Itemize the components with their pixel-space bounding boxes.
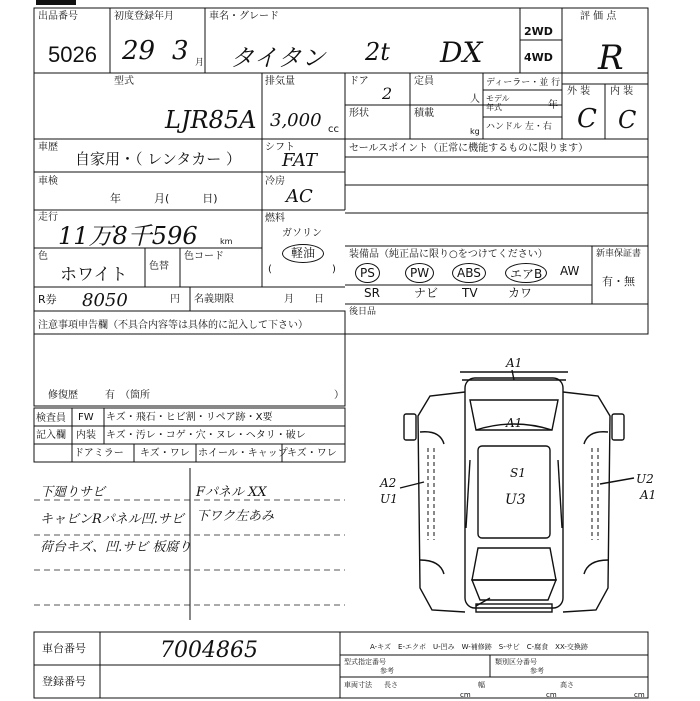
new-car-warranty-label: 新車保証書 xyxy=(596,249,642,259)
equip-airbag: エアB xyxy=(505,263,547,283)
inspector-mirror-label: ドアミラー xyxy=(74,448,124,459)
registration-month: 3 xyxy=(172,36,189,66)
equip-tv: TV xyxy=(462,286,478,300)
km-unit: km xyxy=(220,237,233,246)
inspector-mirror-options: キズ・ワレ xyxy=(140,448,190,459)
inspector-title-2: 記入欄 xyxy=(36,430,66,441)
model-label: 型式 xyxy=(114,76,134,87)
car-grade: DX xyxy=(440,36,483,69)
drive-4wd: 4WD xyxy=(524,51,553,64)
shaken-label: 車検 xyxy=(38,176,58,187)
interior-grade-label: 内 装 xyxy=(610,86,634,97)
shaken-value: 年 月( 日) xyxy=(110,192,218,205)
new-car-warranty: 有・無 xyxy=(602,275,635,288)
inspector-fw-options: キズ・飛石・ヒビ割・リペア跡・X要 xyxy=(106,412,273,423)
mileage: 11万8千596 xyxy=(58,222,198,250)
fuel-gasoline: ガソリン xyxy=(282,228,322,239)
model-year-label: モデル 年式 xyxy=(486,94,510,112)
drive-2wd: 2WD xyxy=(524,25,553,38)
score-value: R xyxy=(598,38,624,78)
model-code: LJR85A xyxy=(165,106,257,134)
repair-close: ） xyxy=(334,390,344,401)
repair-history: 有 （箇所 xyxy=(105,390,150,401)
yen-unit: 円 xyxy=(170,294,180,305)
fuel-paren-right: ) xyxy=(332,264,336,275)
inspector-interior-options: キズ・汚レ・コゲ・穴・ヌレ・ヘタリ・破レ xyxy=(106,430,306,441)
first-registration-label: 初度登録年月 xyxy=(114,11,174,22)
chassis-label: 車台番号 xyxy=(42,642,86,655)
equip-abs: ABS xyxy=(452,263,486,283)
exterior-grade-label: 外 装 xyxy=(567,86,591,97)
inspector-wheel-label: ホイール・キャップ xyxy=(198,448,288,459)
lot-number: 5026 xyxy=(48,42,97,67)
month-unit: 月 xyxy=(195,58,205,68)
note-left-3: 荷台キズ、凹.サビ 板腐り xyxy=(40,540,192,555)
inspector-interior-label: 内装 xyxy=(76,430,96,441)
year-unit: 年 xyxy=(548,100,558,111)
displacement: 3,000 xyxy=(270,110,322,131)
note-left-1: 下廻りサビ xyxy=(40,485,106,500)
exterior-grade: C xyxy=(577,104,597,134)
footer-ref-1: 参考 xyxy=(380,667,394,675)
diagram-mark-top-a1: A1 xyxy=(506,356,523,370)
diagram-mark-left-a2: A2 xyxy=(380,476,397,490)
equipment-label: 装備品（純正品に限り○をつけてください） xyxy=(349,249,548,260)
post-delivery-label: 後日品 xyxy=(349,307,377,317)
mileage-label: 走行 xyxy=(38,212,58,223)
footer-dimensions-label: 車両寸法 xyxy=(344,681,372,689)
fuel-paren-left: ( xyxy=(268,264,272,275)
cc-unit: cc xyxy=(328,124,339,135)
door-count: 2 xyxy=(382,84,393,103)
displacement-label: 排気量 xyxy=(265,76,295,87)
footer-ref-2: 参考 xyxy=(530,667,544,675)
repair-history-label: 修復歴 xyxy=(48,390,78,401)
interior-grade: C xyxy=(618,106,637,134)
sales-point-label: セールスポイント（正常に機能するものに限ります） xyxy=(349,143,589,154)
equip-sr: SR xyxy=(364,286,380,300)
usage-label: 車歴 xyxy=(38,142,58,153)
equip-aw: AW xyxy=(560,264,580,278)
color-change-label: 色替 xyxy=(149,261,169,272)
diagram-mark-cab-a1: A1 xyxy=(506,416,523,430)
chassis-number: 7004865 xyxy=(160,638,258,663)
recycle-fee: 8050 xyxy=(82,290,128,311)
diagram-mark-left-u1: U1 xyxy=(380,492,398,506)
car-tonnage: 2t xyxy=(365,38,390,66)
damage-code-legend: A-キズ E-エクボ U-凹み W-補修跡 S-サビ C-腐食 XX-交換跡 xyxy=(370,643,588,651)
footer-cm-1: cm xyxy=(460,691,471,699)
fuel-diesel-circled: 軽油 xyxy=(282,244,324,263)
fuel-label: 燃料 xyxy=(265,213,285,224)
title-deadline-label: 名義期限 xyxy=(194,294,234,305)
note-right-2: 下ワク左あみ xyxy=(196,509,275,524)
shift-label: シフト xyxy=(265,142,295,153)
load-label: 積載 xyxy=(414,108,434,119)
footer-classification: 類別区分番号 xyxy=(495,658,537,666)
registration-year: 29 xyxy=(122,36,156,66)
registration-number-label: 登録番号 xyxy=(42,675,86,688)
recycle-label: R券 xyxy=(38,293,57,306)
equip-leather: カワ xyxy=(508,286,533,300)
diagram-mark-bed-u3: U3 xyxy=(505,492,526,508)
note-left-2: キャビンRパネル凹.サビ xyxy=(40,512,184,527)
shift-value: FAT xyxy=(282,150,317,171)
ac-label: 冷房 xyxy=(265,176,285,187)
inspector-title-1: 検査員 xyxy=(36,413,66,424)
color-code-label: 色コード xyxy=(184,251,224,262)
title-deadline: 月 日 xyxy=(284,294,324,305)
dealer-label: ディーラー・並 行 xyxy=(486,78,561,88)
footer-model-designation: 型式指定番号 xyxy=(344,658,386,666)
footer-width: 幅 xyxy=(478,681,485,689)
diagram-mark-right-a1: A1 xyxy=(640,488,657,502)
equip-navi: ナビ xyxy=(414,286,439,300)
inspector-fw-label: FW xyxy=(78,412,94,423)
ac-value: AC xyxy=(286,186,313,207)
shape-label: 形状 xyxy=(349,108,369,119)
note-right-1: Fパネル XX xyxy=(196,485,267,500)
notes-label: 注意事項申告欄（不具合内容等は具体的に記入して下さい） xyxy=(38,320,308,331)
usage: 自家用・（ レンタカー ） xyxy=(75,150,242,168)
car-name: タイタン xyxy=(230,44,326,72)
lot-number-label: 出品番号 xyxy=(38,11,78,22)
car-name-label: 車名・グレード xyxy=(209,11,279,22)
color-label: 色 xyxy=(38,251,48,262)
diagram-mark-bed-s1: S1 xyxy=(510,466,526,480)
inspector-wheel-options: キズ・ワレ xyxy=(287,448,337,459)
score-label: 評 価 点 xyxy=(580,11,617,22)
footer-height: 高さ xyxy=(560,681,574,689)
footer-cm-3: cm xyxy=(634,691,645,699)
color-value: ホワイト xyxy=(60,265,128,285)
door-label: ドア xyxy=(349,76,369,87)
capacity-label: 定員 xyxy=(414,76,434,87)
equip-ps: PS xyxy=(355,263,380,283)
kg-unit: kg xyxy=(470,127,480,136)
footer-cm-2: cm xyxy=(546,691,557,699)
handle-label: ハンドル 左・右 xyxy=(486,122,552,132)
footer-length: 長さ xyxy=(384,681,398,689)
person-unit: 人 xyxy=(470,94,480,105)
diagram-mark-right-u2: U2 xyxy=(636,472,654,486)
equip-pw: PW xyxy=(405,263,434,283)
